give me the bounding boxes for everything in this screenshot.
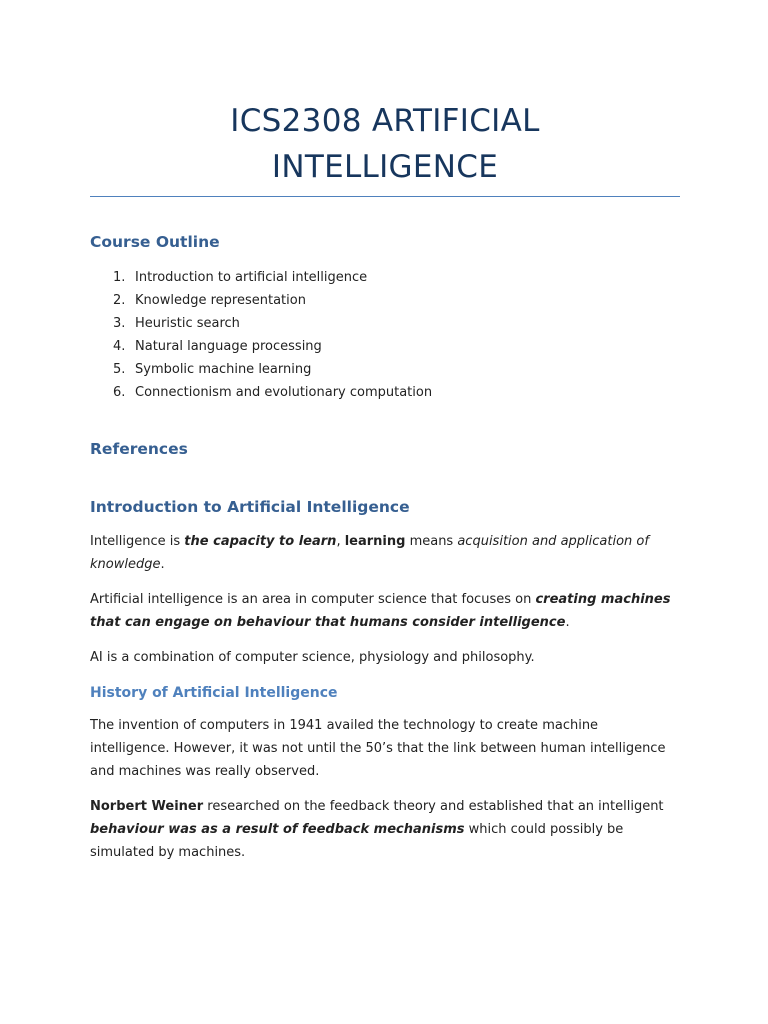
course-outline-list [90,266,680,404]
ai-combination-paragraph: AI is a combination of computer science, physiology and philosophy. [90,650,535,665]
outline-item: 4. Natural language processing [113,339,322,354]
outline-item: 1. Introduction to artificial intelligence [113,270,368,285]
history-paragraph: The invention of computers in 1941 availed the technology to create machine intelligence. However, it was not until the 50’s that the link between human intelligence and machines was really observed. [90,718,666,779]
intro-heading: Introduction to Artificial Intelligence [90,498,410,516]
course-outline-heading: Course Outline [90,233,220,251]
outline-item: 5. Symbolic machine learning [113,362,312,377]
title-line-2: INTELLIGENCE [271,149,499,185]
references-heading: References [90,440,188,458]
title-rule [90,196,680,197]
document-title [90,98,680,190]
outline-item: 3. Heuristic search [113,316,240,331]
history-heading: History of Artificial Intelligence [90,685,338,701]
ai-definition-paragraph: Artificial intelligence is an area in computer science that focuses on creating machines that can engage on behaviour that humans consider intelligence. [90,592,671,630]
title-line-1: ICS2308 ARTIFICIAL [230,103,540,139]
document-page [0,98,768,1024]
outline-item: 2. Knowledge representation [113,293,306,308]
outline-item: 6. Connectionism and evolutionary computation [113,385,433,400]
intelligence-definition-paragraph: Intelligence is the capacity to learn, learning means acquisition and application of knowledge. [90,534,649,572]
weiner-paragraph: Norbert Weiner researched on the feedback theory and established that an intelligent behaviour was as a result of feedback mechanisms which could possibly be simulated by machines. [90,799,664,860]
